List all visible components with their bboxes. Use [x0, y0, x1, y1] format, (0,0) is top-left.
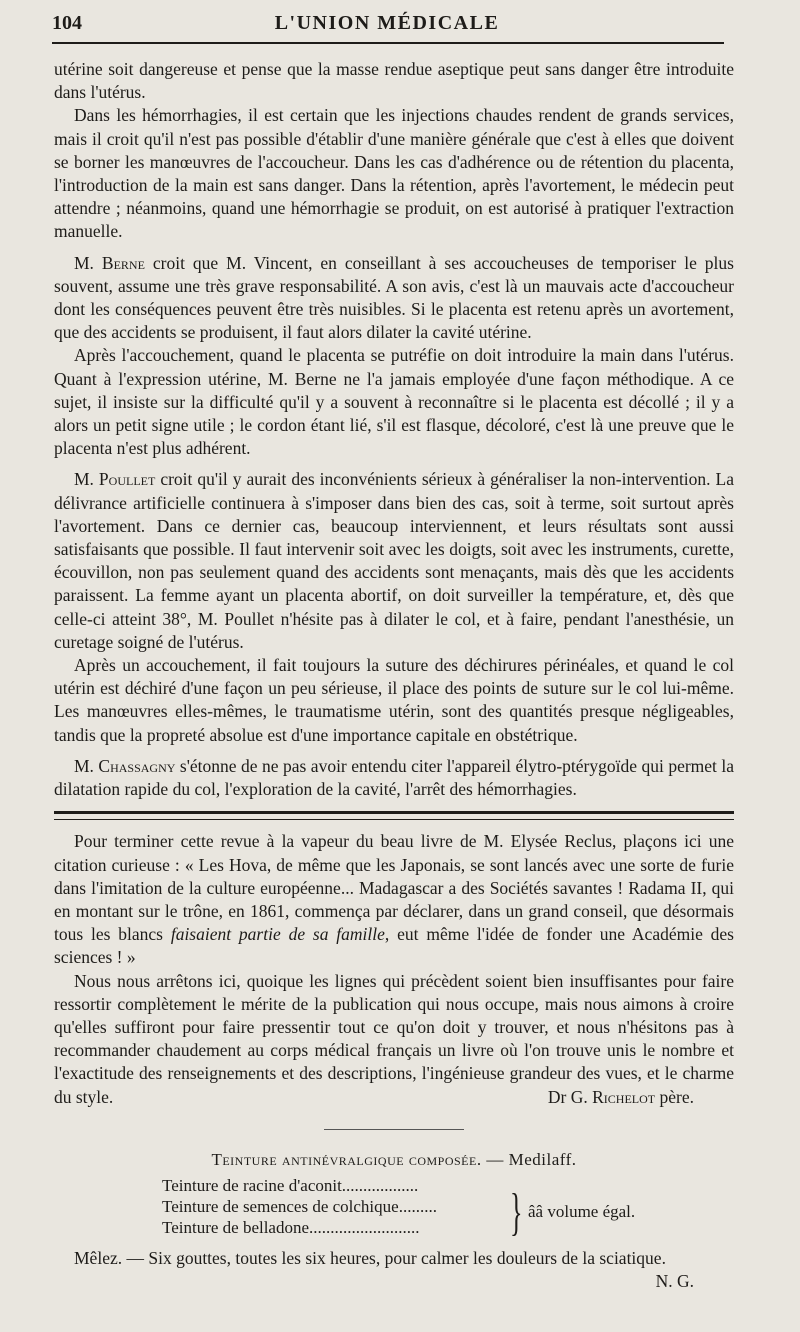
recipe-author: — Medilaff.: [481, 1149, 577, 1169]
article-body: [54, 58, 734, 1293]
recipe-ingredients: [162, 1175, 702, 1247]
header-rule: [52, 42, 724, 44]
paragraph: [54, 252, 734, 345]
review-italic: faisaient partie de sa famille: [170, 924, 385, 945]
speaker-name: M. Chassagny: [74, 755, 176, 776]
recipe-dose: ââ volume égal.: [528, 1201, 636, 1221]
signature: [54, 1086, 734, 1109]
paragraph: utérine soit dangereuse et pense que la masse rendue aseptique peut sans danger être introduite dans l'utérus.: [54, 59, 734, 103]
signature-prefix: Dr G.: [547, 1086, 593, 1107]
paragraph-text: croit qu'il y aurait des inconvénients sérieux à généraliser la non-intervention. La délivrance artificielle continuera à s'imposer dans bien des cas, soit à terme, soit surtout après l'avortement. Dans ce dernier cas, beaucoup interviennent, et leurs résultats sont aussi satisfaisants que possible. Il faut intervenir soit avec les doigts, soit avec les instruments, curette, écouvillon, non pas seulement quand des accidents sont menaçants, mais dès que les accidents paraissent. La femme ayant un placenta abortif, on doit surveiller la température, et, dès que celle-ci atteint 38°, M. Poullet n'hésite pas à dilater le col, et à faire, pendant l'anesthésie, un curetage soigné de l'utérus.: [54, 469, 734, 652]
review-paragraph: Nous nous arrêtons ici, quoique les lignes qui précèdent soient bien insuffisantes pour faire ressortir complètement le mérite de la publication qui nous occupe, mais nous aimons à croire qu'elles suffiront pour faire pressentir tout ce qu'on doit y trouver, et nous n'hésitons pas à recommander chaudement au corps médical français un livre où l'on trouve unis le nombre et l'exactitude des renseignements et des descriptions, l'ingénieuse grandeur des vues, et le charme du style.: [54, 970, 734, 1107]
recipe-instructions: Mêlez. — Six gouttes, toutes les six heures, pour calmer les douleurs de la sciatique.: [74, 1247, 666, 1268]
paragraph: Après un accouchement, il fait toujours la suture des déchirures périnéales, et quand le col utérin est déchiré d'une façon un peu sérieuse, il place des points de suture sur le col lui-même. Les manœuvres elles-mêmes, le traumatisme utérin, sont des quantités presque négligeables, tandis que la propreté absolue est d'une importance capitale en obstétrique.: [54, 655, 734, 745]
review-text: , eut même l'idée de fonder une Académie des sciences ! »: [54, 924, 734, 968]
recipe-name: Teinture antinévralgique composée.: [211, 1149, 482, 1169]
recipe-title: [54, 1148, 734, 1171]
recipe-separator: [324, 1129, 464, 1130]
brace-icon: }: [510, 1183, 523, 1241]
review-paragraph: [54, 830, 734, 969]
paragraph-text: croit que M. Vincent, en conseillant à ses accoucheuses de temporiser le plus souvent, assume une très grave responsabilité. A son avis, c'est là un mauvais acte d'accoucheur dont les conséquences peuvent être très nuisibles. Si le placenta est retenu après un avortement, que des accidents se produisent, il faut alors dilater la cavité utérine.: [54, 252, 734, 343]
paragraph: Dans les hémorrhagies, il est certain que les injections chaudes rendent de grands services, mais il croit qu'il n'est pas possible d'établir d'une manière générale que c'est à elles que doivent se borner les manœuvres de l'accoucheur. Dans les cas d'adhérence ou de rétention du placenta, l'introduction de la main est sans danger. Dans la rétention, après l'avortement, le médecin peut attendre ; néanmoins, quand une hémorrhagie se produit, on est autorisé à pratiquer l'extraction manuelle.: [54, 105, 734, 242]
paragraph: Après l'accouchement, quand le placenta se putréfie on doit introduire la main dans l'utérus. Quant à l'expression utérine, M. Berne ne l'a jamais employée d'une façon méthodique. A ce sujet, il insiste sur la difficulté qu'il y a souvent à reconnaître si le placenta est décollé ; il y a alors un petit signe utile ; le cordon étant lié, s'il est flasque, décoloré, c'est là une preuve que le placenta n'est plus adhérent.: [54, 345, 734, 459]
author-initials: N. G.: [655, 1271, 694, 1292]
paragraph-text: s'étonne de ne pas avoir entendu citer l'appareil élytro-ptérygoïde qui permet la dilatation rapide du col, l'exploration de la cavité, l'arrêt des hémorrhagies.: [54, 755, 735, 800]
ingredient: Teinture de semences de colchique.........: [162, 1196, 437, 1216]
paragraph: [54, 468, 734, 654]
ingredient: Teinture de racine d'aconit..................: [162, 1175, 419, 1195]
paragraph: [54, 755, 734, 801]
page-number: 104: [52, 12, 82, 34]
review-text: Pour terminer cette revue à la vapeur du beau livre de M. Elysée Reclus, plaçons ici une citation curieuse : « Les Hova, de même que les Japonais, se sont lancés avec une sorte de furie dans l'imitation de la culture européenne... Madagascar a des Sociétés savantes ! Radama II, qui en montant sur le trône, en 1861, commença par déclarer, dans un grand conseil, que désormais tous les blancs: [54, 831, 734, 945]
section-divider: [54, 811, 734, 820]
speaker-name: M. Berne: [74, 252, 145, 273]
speaker-name: M. Poullet: [74, 469, 156, 490]
ingredient: Teinture de belladone..........................: [162, 1217, 420, 1237]
running-title: L'UNION MÉDICALE: [274, 12, 500, 34]
signature-name: Richelot: [592, 1086, 656, 1107]
signature-suffix: père.: [655, 1086, 694, 1107]
page-header: [52, 8, 722, 38]
